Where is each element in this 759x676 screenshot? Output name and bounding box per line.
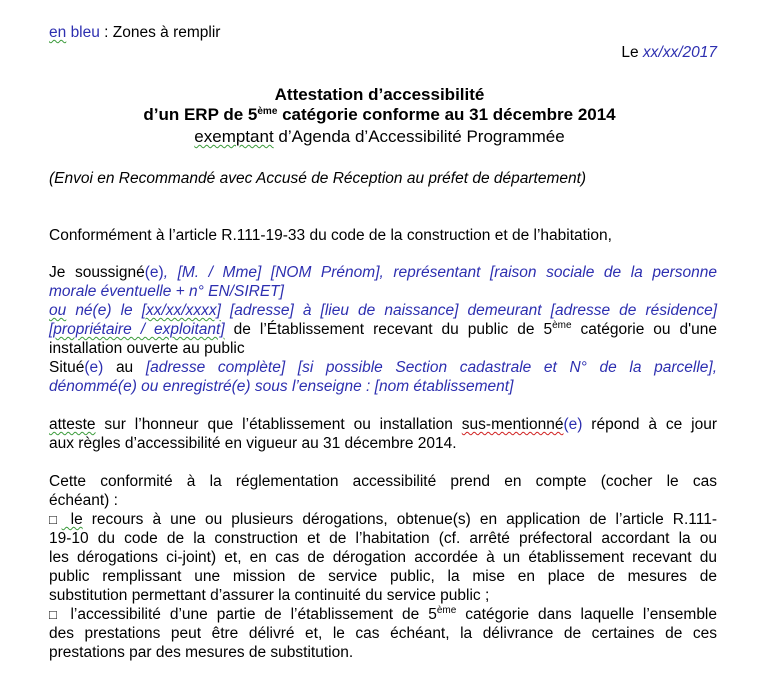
soussigne-line-7: dénommé(e) ou enregistré(e) sous l’enseigne : [nom établissement]	[49, 378, 514, 395]
legend-bleu: bleu	[70, 24, 100, 41]
option-1-le: le	[61, 511, 83, 528]
legend-text: : Zones à remplir	[99, 24, 221, 41]
atteste-e: (e)	[563, 416, 583, 433]
soussigne-e: (e)	[144, 264, 164, 281]
soussigne-ne-le: né(e) le	[66, 302, 142, 319]
soussigne-role: [propriétaire / exploitant]	[49, 321, 225, 338]
option-1-text: recours à une ou plusieurs dérogations, obtenue(s) en application de l’article R.111-	[82, 511, 718, 528]
option-1-line-2: 19-10 du code de la construction et de l’habitation (cf. arrêté préfectoral accordant la ou	[49, 530, 717, 547]
date-prefix: Le	[621, 44, 643, 61]
soussigne-line-3	[49, 302, 717, 320]
atteste-line-1	[49, 416, 717, 434]
option-2-text: l’accessibilité d’une partie de l’établissement de 5	[61, 606, 437, 623]
soussigne-fields: , [M. / Mme] [NOM Prénom], représentant [raison sociale de la personne	[163, 264, 717, 281]
soussigne-erp-text: de l’Établissement recevant du public de 5	[224, 321, 553, 338]
option-2-checkbox[interactable]: □	[49, 607, 62, 622]
title-line-2	[0, 105, 759, 125]
option-2-line-1	[49, 606, 717, 624]
soussigne-erp-sup: ème	[552, 320, 572, 331]
soussigne-situe-e: (e)	[84, 359, 104, 376]
legend	[49, 24, 220, 42]
envoi-note: (Envoi en Recommandé avec Accusé de Réception au préfet de département)	[49, 170, 587, 187]
title-line-2-sup: ème	[257, 106, 278, 117]
title-line-3	[0, 127, 759, 147]
soussigne-line-1	[49, 264, 717, 282]
title-line-2-post: catégorie conforme au 31 décembre 2014	[277, 105, 616, 124]
title-line-2-pre: d’un ERP de 5	[143, 105, 258, 124]
option-2-sup: ème	[436, 605, 457, 616]
date-value: xx/xx/2017	[642, 44, 717, 61]
atteste-sus-mentionne: sus-mentionné	[461, 416, 564, 433]
atteste-text: sur l’honneur que l’établissement ou installation	[95, 416, 462, 433]
conformite-line-2: échéant) :	[49, 492, 118, 509]
conformement-paragraph: Conformément à l’article R.111-19-33 du code de la construction et de l’habitation,	[49, 227, 612, 244]
atteste-line-2: aux règles d’accessibilité en vigueur au 31 décembre 2014.	[49, 435, 457, 452]
conformite-line-1: Cette conformité à la réglementation accessibilité prend en compte (cocher le cas	[49, 473, 717, 490]
soussigne-address: [adresse] à [lieu de naissance] demeurant [adresse de résidence]	[220, 302, 717, 319]
soussigne-line-2: morale éventuelle + n° EN/SIRET]	[49, 283, 284, 300]
legend-en: en	[49, 24, 67, 41]
option-1-line-5: substitution permettant d’assurer la continuité du service public ;	[49, 587, 490, 604]
soussigne-situe: Situé	[49, 359, 85, 376]
soussigne-line-5: installation ouverte au public	[49, 340, 245, 357]
soussigne-birthdate: [xx/xx/xxxx]	[141, 302, 221, 319]
title-line-3-exemptant: exemptant	[194, 127, 274, 146]
option-1-line-3: les dérogations ci-joint) et, en cas de dérogation accordée à un établissement recevant du	[49, 549, 717, 566]
atteste-word: atteste	[49, 416, 96, 433]
soussigne-full-address: [adresse complète] [si possible Section cadastrale et N° de la parcelle],	[145, 359, 717, 376]
soussigne-text: Je soussigné	[49, 264, 145, 281]
option-2-text-end: catégorie dans laquelle l’ensemble	[456, 606, 717, 623]
soussigne-ou: ou	[49, 302, 67, 319]
date-line	[621, 44, 717, 62]
atteste-rest: répond à ce jour	[582, 416, 718, 433]
option-2-line-3: prestations par des mesures de substitution.	[49, 644, 354, 661]
title-line-1: Attestation d’accessibilité	[274, 85, 485, 104]
option-1-line-4: public remplissant une mission de service public, la mise en place de mesures de	[49, 568, 717, 585]
option-2-line-2: des prestations peut être délivré et, le cas échéant, la délivrance de certaines de ces	[49, 625, 717, 642]
soussigne-erp-cat: catégorie ou d'une	[571, 321, 717, 338]
option-1-checkbox[interactable]: □	[49, 512, 62, 527]
option-1-line-1	[49, 511, 717, 529]
soussigne-au: au	[103, 359, 146, 376]
soussigne-line-6	[49, 359, 717, 377]
soussigne-line-4	[49, 321, 717, 339]
title-line-3-rest: d’Agenda d’Accessibilité Programmée	[273, 127, 565, 146]
